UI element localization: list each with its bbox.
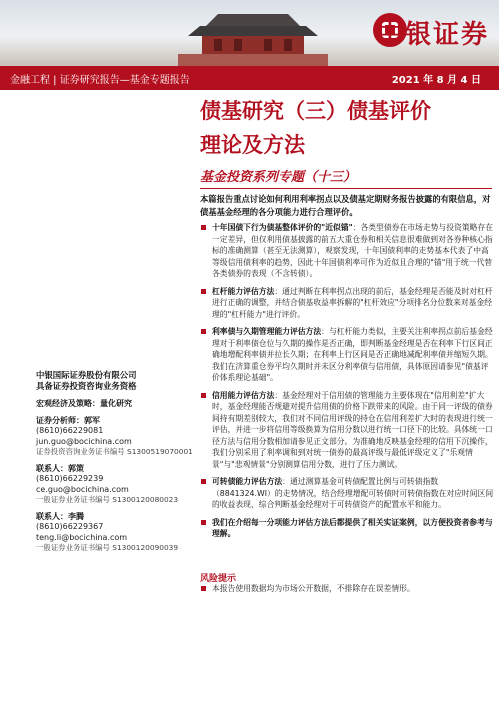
contact-name: 郭策 [68,463,84,473]
key-point [200,390,494,471]
bullet-icon [201,289,206,294]
contact-phone: (8610)66229367 [36,522,104,531]
key-points [200,222,494,546]
key-point-heading: 利率债与久期管理能力评估方法 [212,327,322,336]
analyst-role: 证券分析师： [36,415,84,425]
contact-role: 联系人： [36,463,68,473]
analyst-email[interactable]: jun.guo@bocichina.com [36,436,132,446]
title-divider [200,188,492,189]
bullet-icon [201,520,206,525]
key-point-heading: 我们在介绍每一分项能力评估方法后都提供了相关实证案例，以方便投资者参考与理解。 [212,517,493,538]
palace-illustration [178,10,328,66]
contact-card [36,464,196,506]
analyst-cert: 证券投资咨询业务证书编号 S1300519070001 [36,447,193,456]
risk-text: 本报告使用数据均为市场公开数据，不排除存在误差情形。 [212,584,415,593]
org-name: 中银国际证券股份有限公司 [36,370,137,380]
analyst-phone: (8610)66229081 [36,426,104,435]
key-point [200,286,494,321]
report-title [200,94,490,162]
category-bar [0,66,499,90]
key-point-heading: 信用能力评估方法 [212,390,275,400]
key-point-text: ：通过判断在利率拐点出现的前后，基金经理是否能及时对杠杆进行正确的调整，并结合债基收益率拆解的"杠杆效应"分项排名分位数来对基金经理的"杠杆能力"进行评价。 [212,286,493,319]
key-point [200,326,494,384]
title-line-2: 理论及方法 [200,133,305,157]
contact-phone: (8610)66229239 [36,474,104,483]
report-subtitle: 基金投资系列专题（十三） [200,170,357,185]
key-point-text: ：基金经理对于信用债的管理能力主要体现在"信用利差"扩大时，基金经理能否规避对提升信用债的价格下跌带来的风险。由于同一评级的债券间持有期差别较大，我们对不同信用评级的持仓在信用利差扩大时的表现进行统一评估，并进一步将信用等级换算为信用分数以进行统一口径下的比较。具体统一口径方法与信用分数相加请参见正文部分。为准确地反映基金经理的信用下沉操作，我们分别采用了利率调和到对统一债券的最高评级与最低评级定义了"乐观情景"与"悲观情景"分别测算信用分数，进行了压力测试。 [212,390,493,469]
contact-cert: 一般证券业务证书编号 S1300120090039 [36,543,179,552]
contact-role: 联系人： [36,511,68,521]
key-point-text: ：通过测算基金可转债配置比例与可转债指数（8841324.WI）的走势情况，结合经理增配可转债时可转债指数在对应时间区间的收益表现，综合判断基金经理对于可转债资产的配置水平和能力。 [212,477,494,509]
risk-section [200,583,494,601]
contact-email[interactable]: teng.li@bocichina.com [36,532,128,542]
header-banner [0,0,499,66]
report-category: 金融工程 | 证券研究报告—基金专题报告 [10,75,190,86]
key-point-heading: 杠杆能力评估方法 [212,286,275,296]
bullet-icon [201,393,206,398]
bullet-icon [201,586,206,591]
risk-item [200,583,494,595]
contact-cert: 一般证券业务证书编号 S1300120080023 [36,495,179,504]
contact-email[interactable]: ce.guo@bocichina.com [36,484,129,494]
analyst-name: 郭军 [84,415,100,425]
analyst-card [36,416,196,458]
key-point [200,476,494,511]
org-qualification: 具备证券投资咨询业务资格 [36,380,137,391]
contact-card [36,512,196,554]
key-point-text: ：与杠杆能力类似，主要关注利率拐点前后基金经理对于利率债仓位与久期的操作是否正确，即判断基金经理是否在利率下行区间正确地增配利率债并拉长久期；在利率上行区间是否正确地减配利率债并缩短久期。我们在济算重仓券平均久期时并未区分利率债与信用债，具体原因请参见"债基评价体系理论基础"。 [212,327,493,382]
key-point [200,222,494,280]
bullet-icon [201,225,206,230]
title-line-1: 债基研究（三）债基评价 [200,99,431,123]
bullet-icon [201,479,206,484]
research-section: 宏观经济及策略：量化研究 [36,399,132,408]
key-point [200,517,494,540]
abstract: 本篇报告重点讨论如何利用利率拐点以及债基定期财务报告披露的有限信息，对债基基金经理的各分项能力进行合理评价。 [200,194,491,217]
analyst-info [36,370,196,554]
key-point-heading: 可转债能力评估方法 [212,477,283,486]
risk-heading: 风险提示 [200,574,237,584]
key-point-heading: 十年国债下行为债基整体评价的"近似锚" [212,223,353,232]
contact-name: 李腾 [68,511,84,521]
key-point-text: ：各类型债券在市场走势与投资策略存在一定差异，但仅利用债基披露的前五大重仓券和相关信息很难做到对各券种核心指标的准确测算（甚至无法测算），观察发现，十年国债利率的走势基本代表了中高等级信用债利率的趋势，因此十年国债利率可作为近似且合理的"锚"用于统一代替各类债券的表现（不含转债）。 [212,223,494,278]
brand-name: 中银证券 [376,20,489,50]
bullet-icon [201,329,206,334]
report-date: 2021 年 8 月 4 日 [391,75,481,86]
